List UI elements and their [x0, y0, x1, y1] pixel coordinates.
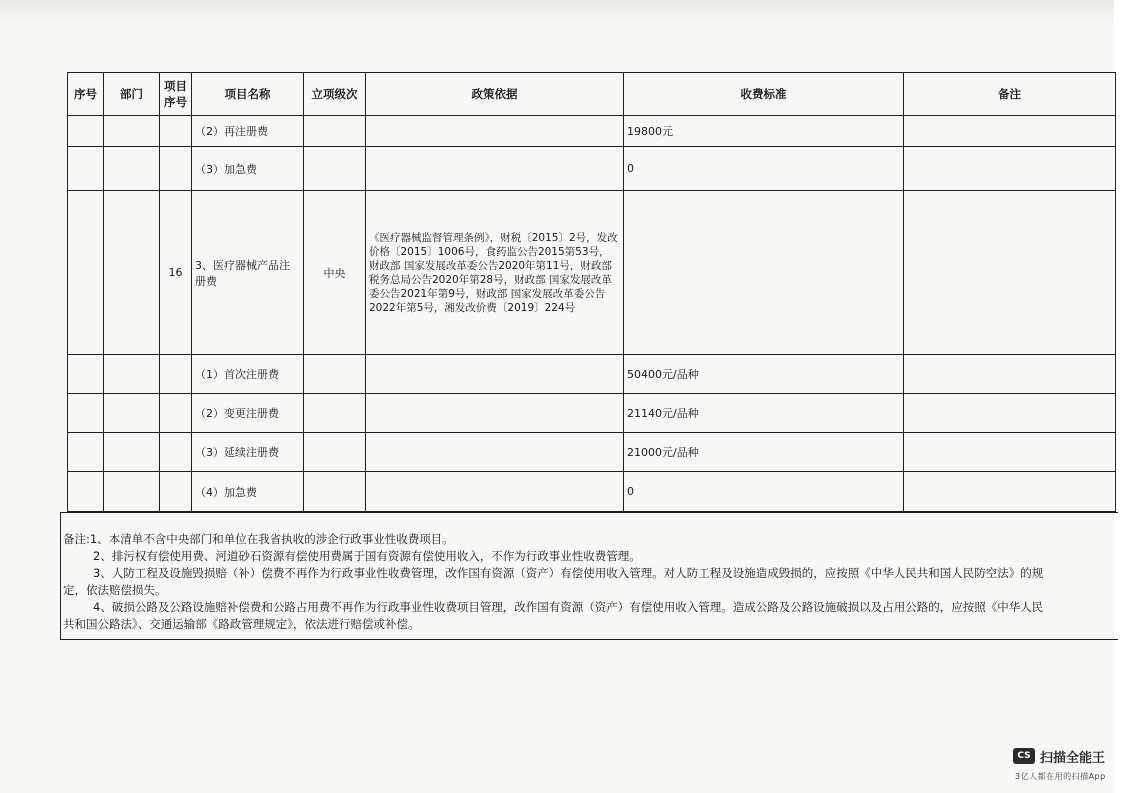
cell-seq	[68, 116, 104, 147]
cell-dept	[104, 433, 160, 472]
header-standard: 收费标准	[624, 73, 904, 116]
header-level: 立项级次	[304, 73, 366, 116]
cell-item-no: 16	[160, 191, 192, 355]
cell-item-name: （4）加急费	[192, 472, 304, 512]
cell-remark	[904, 355, 1116, 394]
cell-seq	[68, 147, 104, 191]
cell-item-name: （2）变更注册费	[192, 394, 304, 433]
cell-item-no	[160, 147, 192, 191]
cell-remark	[904, 433, 1116, 472]
cell-item-name: （3）延续注册费	[192, 433, 304, 472]
table-row	[68, 394, 1116, 433]
cell-policy	[366, 472, 624, 512]
cell-standard: 21000元/品种	[624, 433, 904, 472]
cell-policy	[366, 433, 624, 472]
cell-level	[304, 116, 366, 147]
cell-level	[304, 433, 366, 472]
table-header-row	[68, 73, 1116, 116]
table-row	[68, 147, 1116, 191]
cell-item-name: （2）再注册费	[192, 116, 304, 147]
cell-policy	[366, 394, 624, 433]
cell-seq	[68, 394, 104, 433]
note-line-3-continued: 定，依法赔偿损失。	[63, 583, 167, 597]
cell-item-no	[160, 394, 192, 433]
cell-item-name: （1）首次注册费	[192, 355, 304, 394]
cell-level	[304, 394, 366, 433]
note-line-4-continued: 共和国公路法》、交通运输部《路政管理规定》，依法进行赔偿或补偿。	[63, 617, 420, 631]
header-item-name: 项目名称	[192, 73, 304, 116]
note-line-2: 2、排污权有偿使用费、河道砂石资源有偿使用费属于国有资源有偿使用收入，不作为行政事业性收费管理。	[93, 549, 641, 563]
note-line-3: 3、人防工程及设施毁损赔（补）偿费不再作为行政事业性收费管理，改作国有资源（资产）有偿使用收入管理。对人防工程及设施造成毁损的，应按照《中华人民共和国人民防空法》的规	[93, 566, 1044, 580]
cell-standard: 50400元/品种	[624, 355, 904, 394]
cell-dept	[104, 191, 160, 355]
watermark-subtitle: 3亿人都在用的扫描App	[1015, 772, 1106, 781]
header-remark: 备注	[904, 73, 1116, 116]
cell-policy	[366, 355, 624, 394]
table-row	[68, 116, 1116, 147]
notes-section	[60, 512, 1118, 640]
cell-dept	[104, 472, 160, 512]
note-line-1: 备注:1、本清单不含中央部门和单位在我省执收的涉企行政事业性收费项目。	[63, 532, 454, 546]
cell-dept	[104, 116, 160, 147]
cell-policy	[366, 116, 624, 147]
scanner-watermark	[1013, 745, 1113, 785]
table-row	[68, 472, 1116, 512]
table-row	[68, 433, 1116, 472]
cell-policy	[366, 147, 624, 191]
cell-dept	[104, 355, 160, 394]
cell-remark	[904, 191, 1116, 355]
cell-standard: 19800元	[624, 116, 904, 147]
cell-standard: 21140元/品种	[624, 394, 904, 433]
camscanner-logo-icon: CS	[1013, 748, 1035, 764]
cell-remark	[904, 116, 1116, 147]
cell-standard: 0	[624, 147, 904, 191]
cell-item-no	[160, 433, 192, 472]
header-dept: 部门	[104, 73, 160, 116]
cell-item-no	[160, 355, 192, 394]
cell-standard: 0	[624, 472, 904, 512]
header-seq: 序号	[68, 73, 104, 116]
cell-level: 中央	[304, 191, 366, 355]
cell-dept	[104, 394, 160, 433]
fee-table	[67, 72, 1116, 512]
cell-level	[304, 355, 366, 394]
cell-item-no	[160, 472, 192, 512]
cell-seq	[68, 191, 104, 355]
table-row	[68, 191, 1116, 355]
scan-top-edge	[0, 0, 1122, 24]
cell-item-name: （3）加急费	[192, 147, 304, 191]
header-policy: 政策依据	[366, 73, 624, 116]
cell-seq	[68, 433, 104, 472]
cell-item-no	[160, 116, 192, 147]
cell-remark	[904, 147, 1116, 191]
cell-seq	[68, 355, 104, 394]
watermark-title: 扫描全能王	[1040, 751, 1106, 766]
cell-level	[304, 147, 366, 191]
cell-standard	[624, 191, 904, 355]
cell-dept	[104, 147, 160, 191]
cell-item-name: 3、医疗器械产品注册费	[192, 191, 304, 355]
cell-remark	[904, 394, 1116, 433]
table-row	[68, 355, 1116, 394]
cell-seq	[68, 472, 104, 512]
cell-policy: 《医疗器械监督管理条例》，财税〔2015〕2号，发改价格〔2015〕1006号，食药监公告2015第53号，财政部 国家发展改革委公告2020年第11号，财政部 税务总局公告2020年第28号，财政部 国家发展改革委公告2021年第9号，财政部 国家发展改革委公告2022年第5号，湘发改价费〔2019〕224号	[366, 191, 624, 355]
cell-level	[304, 472, 366, 512]
cell-remark	[904, 472, 1116, 512]
note-line-4: 4、破损公路及公路设施赔补偿费和公路占用费不再作为行政事业性收费项目管理，改作国有资源（资产）有偿使用收入管理。造成公路及公路设施破损以及占用公路的，应按照《中华人民	[93, 600, 1044, 614]
header-item-no: 项目序号	[160, 73, 192, 116]
